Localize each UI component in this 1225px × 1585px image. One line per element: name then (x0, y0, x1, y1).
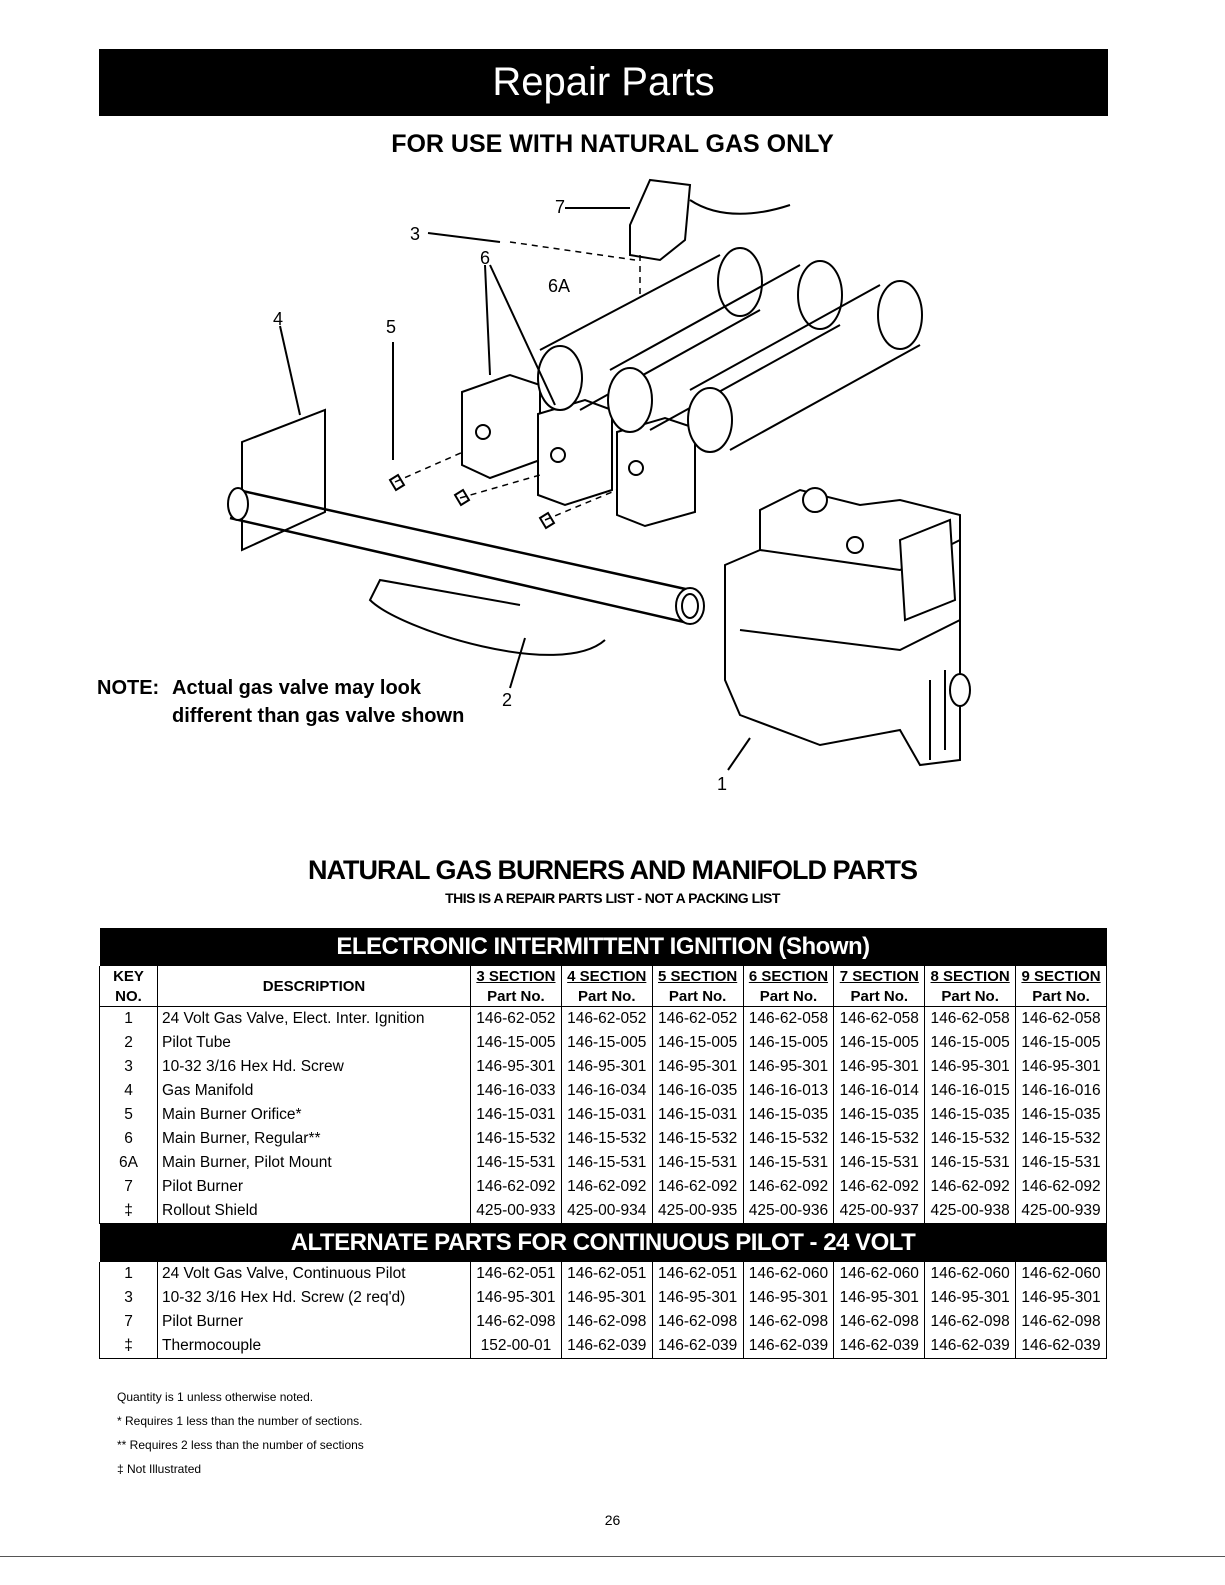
part-number-cell: 146-15-035 (925, 1103, 1016, 1127)
part-number-cell: 146-15-035 (743, 1103, 834, 1127)
table-band-continuous-pilot (100, 1224, 1107, 1263)
gas-valve-note (97, 674, 464, 730)
gas-type-subtitle: FOR USE WITH NATURAL GAS ONLY (391, 130, 834, 158)
part-number-cell: 146-62-092 (471, 1175, 562, 1199)
part-number-cell: 146-95-301 (1016, 1055, 1107, 1079)
part-number-cell: 146-62-092 (834, 1175, 925, 1199)
description-cell: Rollout Shield (158, 1199, 471, 1224)
part-number-cell: 146-95-301 (652, 1286, 743, 1310)
callout-4: 4 (273, 309, 284, 329)
part-number-cell: 146-16-014 (834, 1079, 925, 1103)
key-no-cell: 1 (100, 1007, 158, 1032)
part-number-cell: 146-62-039 (743, 1334, 834, 1359)
part-number-cell: 146-62-039 (561, 1334, 652, 1359)
part-number-cell: 146-15-532 (834, 1127, 925, 1151)
part-number-cell: 146-15-531 (925, 1151, 1016, 1175)
part-number-cell: 146-95-301 (471, 1286, 562, 1310)
part-number-cell: 146-62-098 (652, 1310, 743, 1334)
part-number-cell: 146-15-005 (652, 1031, 743, 1055)
footnote-quantity: Quantity is 1 unless otherwise noted. (117, 1390, 314, 1404)
section-subtitle: THIS IS A REPAIR PARTS LIST - NOT A PACKING LIST (445, 890, 780, 906)
callout-1: 1 (717, 774, 728, 794)
section-header: 4 SECTION (561, 966, 652, 986)
part-number-cell: 425-00-934 (561, 1199, 652, 1224)
part-number-cell: 425-00-935 (652, 1199, 743, 1224)
part-number-cell: 146-62-052 (471, 1007, 562, 1032)
band-title: ELECTRONIC INTERMITTENT IGNITION (Shown) (100, 928, 1107, 966)
part-no-header: Part No. (652, 986, 743, 1007)
description-cell: 24 Volt Gas Valve, Continuous Pilot (158, 1262, 471, 1286)
part-number-cell: 146-95-301 (925, 1055, 1016, 1079)
part-number-cell: 146-62-039 (925, 1334, 1016, 1359)
part-number-cell: 146-16-016 (1016, 1079, 1107, 1103)
table-row (100, 1103, 1107, 1127)
part-number-cell: 425-00-938 (925, 1199, 1016, 1224)
part-number-cell: 146-16-034 (561, 1079, 652, 1103)
no-header: NO. (100, 986, 158, 1007)
description-cell: Main Burner Orifice* (158, 1103, 471, 1127)
part-number-cell: 146-15-531 (561, 1151, 652, 1175)
page-number: 26 (604, 1512, 621, 1528)
footnote-not-illustrated: ‡ Not Illustrated (117, 1462, 202, 1476)
section-header: 6 SECTION (743, 966, 834, 986)
part-number-cell: 146-62-058 (925, 1007, 1016, 1032)
band-title: ALTERNATE PARTS FOR CONTINUOUS PILOT - 24 VOLT (100, 1224, 1107, 1263)
part-number-cell: 146-15-005 (834, 1031, 925, 1055)
part-number-cell: 146-62-039 (652, 1334, 743, 1359)
section-header: 3 SECTION (471, 966, 562, 986)
part-number-cell: 425-00-933 (471, 1199, 562, 1224)
part-number-cell: 146-15-532 (743, 1127, 834, 1151)
part-number-cell: 146-95-301 (652, 1055, 743, 1079)
description-cell: Thermocouple (158, 1334, 471, 1359)
description-header: DESCRIPTION (158, 966, 471, 1007)
part-number-cell: 146-62-052 (652, 1007, 743, 1032)
part-number-cell: 146-62-092 (925, 1175, 1016, 1199)
part-number-cell: 146-62-060 (1016, 1262, 1107, 1286)
part-number-cell: 146-15-005 (561, 1031, 652, 1055)
description-cell: Main Burner, Regular** (158, 1127, 471, 1151)
section-header: 8 SECTION (925, 966, 1016, 986)
note-line-2: different than gas valve shown (172, 705, 465, 727)
table-band-electronic-ignition (100, 928, 1107, 966)
part-number-cell: 146-62-098 (561, 1310, 652, 1334)
part-number-cell: 146-62-039 (834, 1334, 925, 1359)
part-number-cell: 146-95-301 (471, 1055, 562, 1079)
callout-5: 5 (386, 317, 397, 337)
part-number-cell: 146-15-531 (743, 1151, 834, 1175)
part-number-cell: 146-62-058 (1016, 1007, 1107, 1032)
part-number-cell: 425-00-939 (1016, 1199, 1107, 1224)
table-row (100, 1175, 1107, 1199)
part-number-cell: 146-95-301 (1016, 1286, 1107, 1310)
part-number-cell: 146-15-031 (561, 1103, 652, 1127)
part-no-header: Part No. (561, 986, 652, 1007)
table-row (100, 1031, 1107, 1055)
description-cell: Main Burner, Pilot Mount (158, 1151, 471, 1175)
part-number-cell: 146-15-532 (925, 1127, 1016, 1151)
part-number-cell: 425-00-937 (834, 1199, 925, 1224)
description-cell: 24 Volt Gas Valve, Elect. Inter. Ignition (158, 1007, 471, 1032)
table-row (100, 1079, 1107, 1103)
callout-6a: 6A (548, 276, 571, 296)
part-number-cell: 146-15-005 (743, 1031, 834, 1055)
key-header: KEY (100, 966, 158, 986)
table-row (100, 1127, 1107, 1151)
key-no-cell: 4 (100, 1079, 158, 1103)
part-number-cell: 146-95-301 (743, 1286, 834, 1310)
table-row (100, 1007, 1107, 1032)
note-line-1: Actual gas valve may look (172, 677, 422, 699)
part-number-cell: 146-62-051 (561, 1262, 652, 1286)
part-number-cell: 146-15-531 (1016, 1151, 1107, 1175)
part-number-cell: 146-62-098 (834, 1310, 925, 1334)
page-bottom-rule (0, 1556, 1225, 1557)
callout-7: 7 (555, 197, 566, 217)
section-header: 9 SECTION (1016, 966, 1107, 986)
part-number-cell: 146-15-531 (471, 1151, 562, 1175)
part-number-cell: 146-62-098 (743, 1310, 834, 1334)
part-number-cell: 146-62-039 (1016, 1334, 1107, 1359)
parts-table (99, 928, 1107, 1359)
key-no-cell: 1 (100, 1262, 158, 1286)
part-number-cell: 146-95-301 (925, 1286, 1016, 1310)
part-number-cell: 146-15-035 (834, 1103, 925, 1127)
part-number-cell: 146-62-098 (1016, 1310, 1107, 1334)
key-no-cell: 7 (100, 1175, 158, 1199)
key-no-cell: 7 (100, 1310, 158, 1334)
part-number-cell: 146-15-531 (834, 1151, 925, 1175)
key-no-cell: ‡ (100, 1199, 158, 1224)
part-number-cell: 146-62-098 (925, 1310, 1016, 1334)
part-number-cell: 146-15-031 (652, 1103, 743, 1127)
part-number-cell: 425-00-936 (743, 1199, 834, 1224)
part-number-cell: 146-62-092 (561, 1175, 652, 1199)
description-cell: Pilot Burner (158, 1310, 471, 1334)
description-cell: Pilot Tube (158, 1031, 471, 1055)
part-number-cell: 146-15-035 (1016, 1103, 1107, 1127)
part-number-cell: 146-62-058 (834, 1007, 925, 1032)
part-number-cell: 146-95-301 (743, 1055, 834, 1079)
part-number-cell: 146-62-092 (1016, 1175, 1107, 1199)
part-number-cell: 146-95-301 (834, 1286, 925, 1310)
part-no-header: Part No. (1016, 986, 1107, 1007)
callout-2: 2 (502, 690, 513, 710)
key-no-cell: 3 (100, 1286, 158, 1310)
callout-3: 3 (410, 224, 421, 244)
part-no-header: Part No. (925, 986, 1016, 1007)
description-cell: Pilot Burner (158, 1175, 471, 1199)
section-title: NATURAL GAS BURNERS AND MANIFOLD PARTS (308, 855, 917, 885)
table-row (100, 1262, 1107, 1286)
description-cell: Gas Manifold (158, 1079, 471, 1103)
key-no-cell: 5 (100, 1103, 158, 1127)
part-number-cell: 146-95-301 (834, 1055, 925, 1079)
table-row (100, 1286, 1107, 1310)
part-number-cell: 146-62-051 (471, 1262, 562, 1286)
part-number-cell: 146-62-092 (652, 1175, 743, 1199)
footnote-single-asterisk: * Requires 1 less than the number of sections. (117, 1414, 363, 1428)
part-number-cell: 146-62-058 (743, 1007, 834, 1032)
part-number-cell: 146-15-005 (1016, 1031, 1107, 1055)
part-number-cell: 146-62-060 (743, 1262, 834, 1286)
part-number-cell: 146-15-005 (471, 1031, 562, 1055)
part-number-cell: 146-16-033 (471, 1079, 562, 1103)
part-number-cell: 146-15-532 (471, 1127, 562, 1151)
part-number-cell: 146-62-060 (834, 1262, 925, 1286)
section-header: 5 SECTION (652, 966, 743, 986)
key-no-cell: ‡ (100, 1334, 158, 1359)
part-number-cell: 146-15-531 (652, 1151, 743, 1175)
description-cell: 10-32 3/16 Hex Hd. Screw (2 req'd) (158, 1286, 471, 1310)
key-no-cell: 3 (100, 1055, 158, 1079)
part-number-cell: 146-16-035 (652, 1079, 743, 1103)
part-number-cell: 146-95-301 (561, 1286, 652, 1310)
part-number-cell: 146-62-060 (925, 1262, 1016, 1286)
section-header: 7 SECTION (834, 966, 925, 986)
table-row (100, 1310, 1107, 1334)
part-number-cell: 146-15-031 (471, 1103, 562, 1127)
part-number-cell: 146-95-301 (561, 1055, 652, 1079)
page-banner: Repair Parts (99, 49, 1108, 116)
description-cell: 10-32 3/16 Hex Hd. Screw (158, 1055, 471, 1079)
part-number-cell: 146-16-013 (743, 1079, 834, 1103)
key-no-cell: 6A (100, 1151, 158, 1175)
part-number-cell: 146-16-015 (925, 1079, 1016, 1103)
part-number-cell: 146-15-532 (1016, 1127, 1107, 1151)
table-header-row (100, 966, 1107, 986)
table-row (100, 1334, 1107, 1359)
part-number-cell: 146-15-532 (652, 1127, 743, 1151)
part-no-header: Part No. (743, 986, 834, 1007)
part-number-cell: 152-00-01 (471, 1334, 562, 1359)
part-number-cell: 146-62-098 (471, 1310, 562, 1334)
part-number-cell: 146-15-005 (925, 1031, 1016, 1055)
table-row (100, 1151, 1107, 1175)
part-number-cell: 146-15-532 (561, 1127, 652, 1151)
part-no-header: Part No. (834, 986, 925, 1007)
table-row (100, 1055, 1107, 1079)
callout-6: 6 (480, 248, 491, 268)
note-label: NOTE: (97, 677, 160, 699)
key-no-cell: 6 (100, 1127, 158, 1151)
part-no-header: Part No. (471, 986, 562, 1007)
table-row (100, 1199, 1107, 1224)
footnotes (117, 1385, 364, 1481)
part-number-cell: 146-62-051 (652, 1262, 743, 1286)
key-no-cell: 2 (100, 1031, 158, 1055)
footnote-double-asterisk: ** Requires 2 less than the number of sections (117, 1438, 364, 1452)
part-number-cell: 146-62-052 (561, 1007, 652, 1032)
part-number-cell: 146-62-092 (743, 1175, 834, 1199)
